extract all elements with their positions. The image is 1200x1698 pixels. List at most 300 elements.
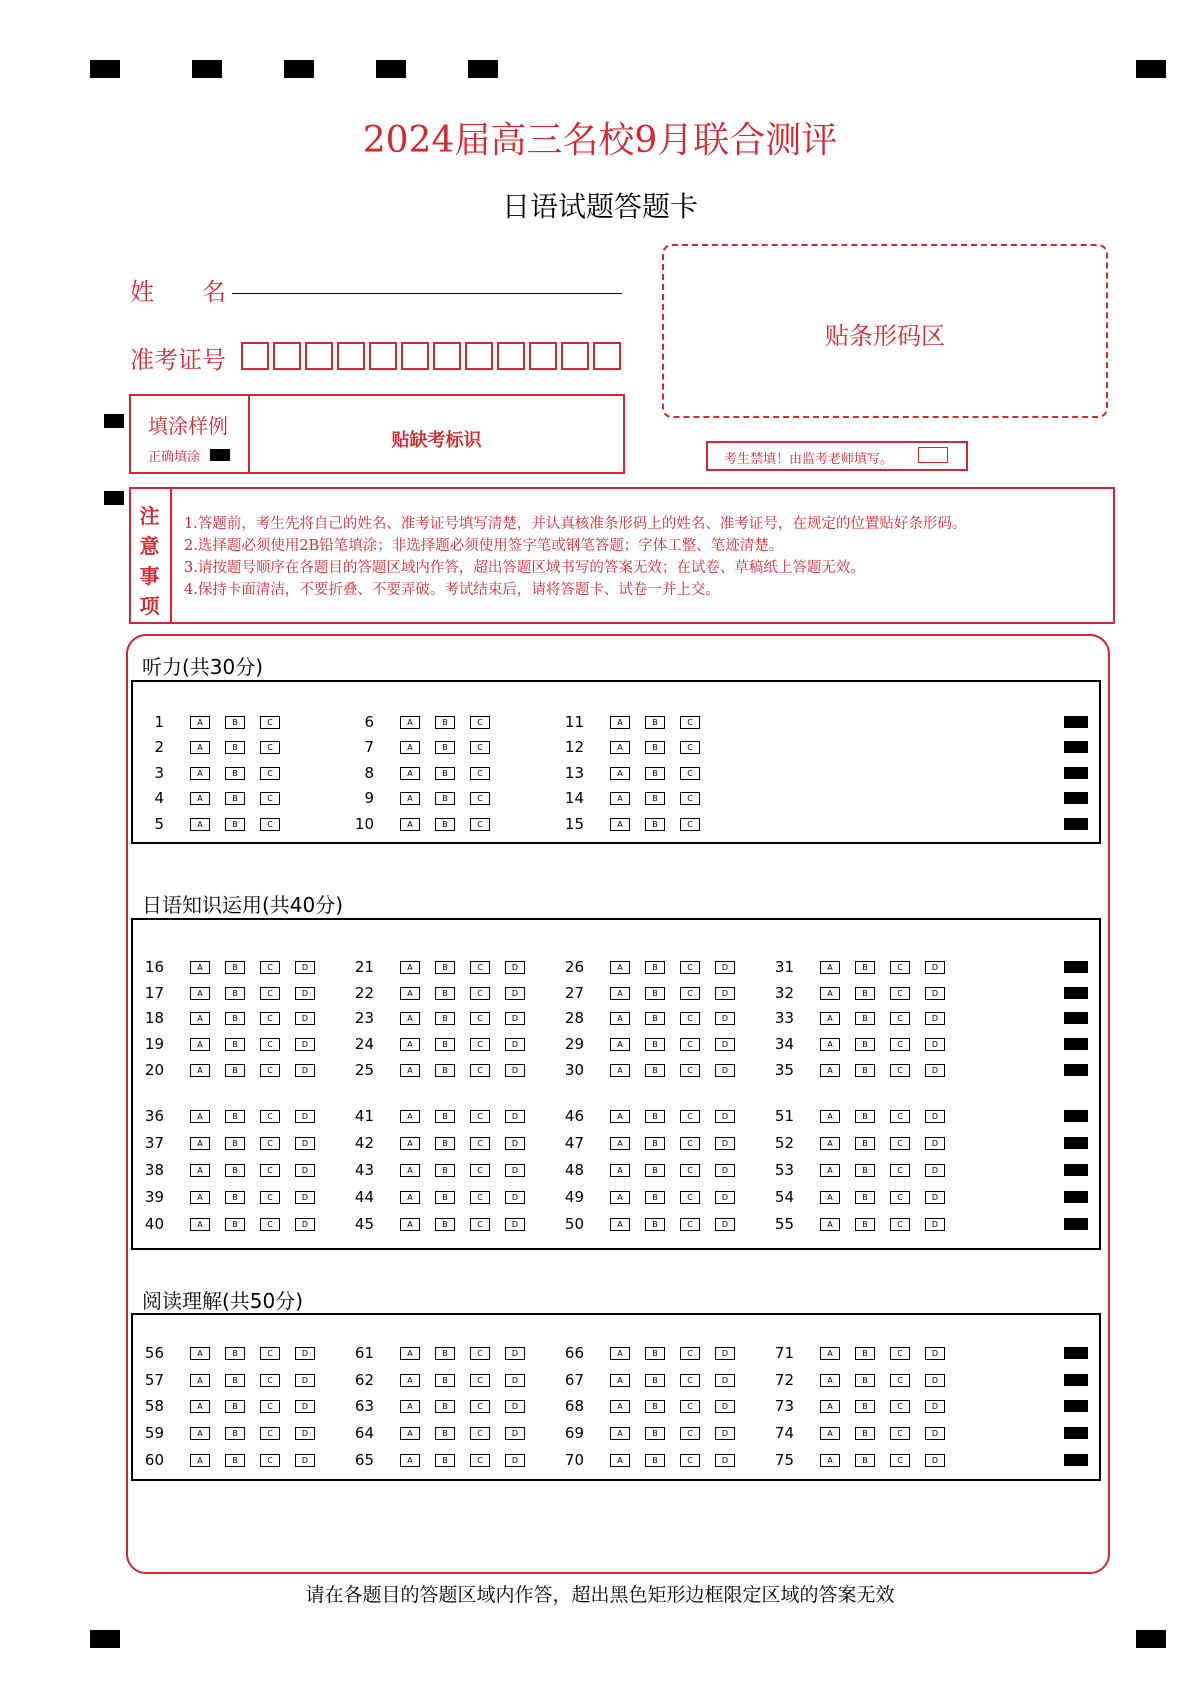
answer-bubble-40-c[interactable]: C <box>260 1218 280 1231</box>
answer-bubble-21-c[interactable]: C <box>470 961 490 974</box>
answer-bubble-14-b[interactable]: B <box>645 792 665 805</box>
answer-bubble-36-b[interactable]: B <box>225 1110 245 1123</box>
answer-bubble-69-c[interactable]: C <box>680 1427 700 1440</box>
answer-bubble-14-c[interactable]: C <box>680 792 700 805</box>
answer-bubble-69-d[interactable]: D <box>715 1427 735 1440</box>
answer-bubble-26-b[interactable]: B <box>645 961 665 974</box>
answer-bubble-48-c[interactable]: C <box>680 1164 700 1177</box>
answer-bubble-38-d[interactable]: D <box>295 1164 315 1177</box>
answer-bubble-64-d[interactable]: D <box>505 1427 525 1440</box>
answer-bubble-33-c[interactable]: C <box>890 1012 910 1025</box>
answer-bubble-25-d[interactable]: D <box>505 1064 525 1077</box>
answer-bubble-10-b[interactable]: B <box>435 818 455 831</box>
answer-bubble-54-b[interactable]: B <box>855 1191 875 1204</box>
answer-bubble-37-c[interactable]: C <box>260 1137 280 1150</box>
id-digit-box[interactable] <box>497 342 525 370</box>
answer-bubble-42-d[interactable]: D <box>505 1137 525 1150</box>
answer-bubble-55-b[interactable]: B <box>855 1218 875 1231</box>
answer-bubble-34-b[interactable]: B <box>855 1038 875 1051</box>
answer-bubble-33-a[interactable]: A <box>820 1012 840 1025</box>
answer-bubble-62-b[interactable]: B <box>435 1374 455 1387</box>
answer-bubble-58-a[interactable]: A <box>190 1400 210 1413</box>
answer-bubble-38-c[interactable]: C <box>260 1164 280 1177</box>
answer-bubble-45-c[interactable]: C <box>470 1218 490 1231</box>
answer-bubble-5-b[interactable]: B <box>225 818 245 831</box>
answer-bubble-27-a[interactable]: A <box>610 987 630 1000</box>
answer-bubble-65-d[interactable]: D <box>505 1454 525 1467</box>
answer-bubble-47-c[interactable]: C <box>680 1137 700 1150</box>
answer-bubble-30-a[interactable]: A <box>610 1064 630 1077</box>
answer-bubble-45-b[interactable]: B <box>435 1218 455 1231</box>
answer-bubble-24-a[interactable]: A <box>400 1038 420 1051</box>
answer-bubble-27-c[interactable]: C <box>680 987 700 1000</box>
answer-bubble-22-c[interactable]: C <box>470 987 490 1000</box>
answer-bubble-40-b[interactable]: B <box>225 1218 245 1231</box>
answer-bubble-19-b[interactable]: B <box>225 1038 245 1051</box>
answer-bubble-25-a[interactable]: A <box>400 1064 420 1077</box>
answer-bubble-72-d[interactable]: D <box>925 1374 945 1387</box>
answer-bubble-16-b[interactable]: B <box>225 961 245 974</box>
answer-bubble-26-a[interactable]: A <box>610 961 630 974</box>
id-digit-box[interactable] <box>337 342 365 370</box>
answer-bubble-35-b[interactable]: B <box>855 1064 875 1077</box>
answer-bubble-39-c[interactable]: C <box>260 1191 280 1204</box>
answer-bubble-18-d[interactable]: D <box>295 1012 315 1025</box>
answer-bubble-48-d[interactable]: D <box>715 1164 735 1177</box>
answer-bubble-63-a[interactable]: A <box>400 1400 420 1413</box>
answer-bubble-35-c[interactable]: C <box>890 1064 910 1077</box>
answer-bubble-57-c[interactable]: C <box>260 1374 280 1387</box>
answer-bubble-51-d[interactable]: D <box>925 1110 945 1123</box>
answer-bubble-1-b[interactable]: B <box>225 716 245 729</box>
answer-bubble-34-d[interactable]: D <box>925 1038 945 1051</box>
answer-bubble-13-b[interactable]: B <box>645 767 665 780</box>
answer-bubble-54-a[interactable]: A <box>820 1191 840 1204</box>
answer-bubble-51-a[interactable]: A <box>820 1110 840 1123</box>
id-digit-box[interactable] <box>305 342 333 370</box>
answer-bubble-72-a[interactable]: A <box>820 1374 840 1387</box>
answer-bubble-52-b[interactable]: B <box>855 1137 875 1150</box>
answer-bubble-34-c[interactable]: C <box>890 1038 910 1051</box>
answer-bubble-35-d[interactable]: D <box>925 1064 945 1077</box>
answer-bubble-7-a[interactable]: A <box>400 741 420 754</box>
answer-bubble-15-b[interactable]: B <box>645 818 665 831</box>
answer-bubble-70-b[interactable]: B <box>645 1454 665 1467</box>
answer-bubble-32-d[interactable]: D <box>925 987 945 1000</box>
answer-bubble-70-c[interactable]: C <box>680 1454 700 1467</box>
answer-bubble-6-c[interactable]: C <box>470 716 490 729</box>
answer-bubble-52-a[interactable]: A <box>820 1137 840 1150</box>
answer-bubble-4-b[interactable]: B <box>225 792 245 805</box>
answer-bubble-53-c[interactable]: C <box>890 1164 910 1177</box>
answer-bubble-21-d[interactable]: D <box>505 961 525 974</box>
answer-bubble-32-a[interactable]: A <box>820 987 840 1000</box>
answer-bubble-27-b[interactable]: B <box>645 987 665 1000</box>
answer-bubble-67-d[interactable]: D <box>715 1374 735 1387</box>
answer-bubble-62-a[interactable]: A <box>400 1374 420 1387</box>
answer-bubble-1-a[interactable]: A <box>190 716 210 729</box>
answer-bubble-30-b[interactable]: B <box>645 1064 665 1077</box>
answer-bubble-6-b[interactable]: B <box>435 716 455 729</box>
answer-bubble-8-b[interactable]: B <box>435 767 455 780</box>
answer-bubble-31-c[interactable]: C <box>890 961 910 974</box>
answer-bubble-55-d[interactable]: D <box>925 1218 945 1231</box>
answer-bubble-2-c[interactable]: C <box>260 741 280 754</box>
proctor-mark-box[interactable] <box>918 447 948 463</box>
answer-bubble-54-d[interactable]: D <box>925 1191 945 1204</box>
answer-bubble-75-c[interactable]: C <box>890 1454 910 1467</box>
answer-bubble-20-b[interactable]: B <box>225 1064 245 1077</box>
answer-bubble-74-d[interactable]: D <box>925 1427 945 1440</box>
answer-bubble-17-d[interactable]: D <box>295 987 315 1000</box>
answer-bubble-17-c[interactable]: C <box>260 987 280 1000</box>
answer-bubble-55-a[interactable]: A <box>820 1218 840 1231</box>
answer-bubble-24-c[interactable]: C <box>470 1038 490 1051</box>
answer-bubble-51-b[interactable]: B <box>855 1110 875 1123</box>
answer-bubble-72-c[interactable]: C <box>890 1374 910 1387</box>
answer-bubble-48-b[interactable]: B <box>645 1164 665 1177</box>
answer-bubble-15-c[interactable]: C <box>680 818 700 831</box>
answer-bubble-37-d[interactable]: D <box>295 1137 315 1150</box>
answer-bubble-44-a[interactable]: A <box>400 1191 420 1204</box>
answer-bubble-73-d[interactable]: D <box>925 1400 945 1413</box>
answer-bubble-22-a[interactable]: A <box>400 987 420 1000</box>
answer-bubble-43-b[interactable]: B <box>435 1164 455 1177</box>
answer-bubble-41-a[interactable]: A <box>400 1110 420 1123</box>
answer-bubble-46-b[interactable]: B <box>645 1110 665 1123</box>
answer-bubble-11-c[interactable]: C <box>680 716 700 729</box>
answer-bubble-5-a[interactable]: A <box>190 818 210 831</box>
answer-bubble-73-b[interactable]: B <box>855 1400 875 1413</box>
answer-bubble-18-c[interactable]: C <box>260 1012 280 1025</box>
answer-bubble-70-a[interactable]: A <box>610 1454 630 1467</box>
answer-bubble-63-c[interactable]: C <box>470 1400 490 1413</box>
id-digit-box[interactable] <box>465 342 493 370</box>
answer-bubble-55-c[interactable]: C <box>890 1218 910 1231</box>
answer-bubble-29-b[interactable]: B <box>645 1038 665 1051</box>
answer-bubble-29-d[interactable]: D <box>715 1038 735 1051</box>
answer-bubble-67-a[interactable]: A <box>610 1374 630 1387</box>
answer-bubble-30-c[interactable]: C <box>680 1064 700 1077</box>
answer-bubble-68-c[interactable]: C <box>680 1400 700 1413</box>
answer-bubble-17-a[interactable]: A <box>190 987 210 1000</box>
answer-bubble-28-a[interactable]: A <box>610 1012 630 1025</box>
answer-bubble-6-a[interactable]: A <box>400 716 420 729</box>
answer-bubble-38-b[interactable]: B <box>225 1164 245 1177</box>
answer-bubble-64-b[interactable]: B <box>435 1427 455 1440</box>
answer-bubble-74-c[interactable]: C <box>890 1427 910 1440</box>
answer-bubble-39-a[interactable]: A <box>190 1191 210 1204</box>
answer-bubble-73-c[interactable]: C <box>890 1400 910 1413</box>
answer-bubble-7-c[interactable]: C <box>470 741 490 754</box>
answer-bubble-58-c[interactable]: C <box>260 1400 280 1413</box>
answer-bubble-42-c[interactable]: C <box>470 1137 490 1150</box>
id-digit-box[interactable] <box>369 342 397 370</box>
answer-bubble-5-c[interactable]: C <box>260 818 280 831</box>
answer-bubble-34-a[interactable]: A <box>820 1038 840 1051</box>
answer-bubble-21-b[interactable]: B <box>435 961 455 974</box>
answer-bubble-25-b[interactable]: B <box>435 1064 455 1077</box>
answer-bubble-39-b[interactable]: B <box>225 1191 245 1204</box>
answer-bubble-22-d[interactable]: D <box>505 987 525 1000</box>
answer-bubble-64-c[interactable]: C <box>470 1427 490 1440</box>
answer-bubble-71-a[interactable]: A <box>820 1347 840 1360</box>
answer-bubble-65-c[interactable]: C <box>470 1454 490 1467</box>
answer-bubble-50-b[interactable]: B <box>645 1218 665 1231</box>
answer-bubble-4-c[interactable]: C <box>260 792 280 805</box>
answer-bubble-36-c[interactable]: C <box>260 1110 280 1123</box>
answer-bubble-74-b[interactable]: B <box>855 1427 875 1440</box>
answer-bubble-31-a[interactable]: A <box>820 961 840 974</box>
answer-bubble-3-b[interactable]: B <box>225 767 245 780</box>
answer-bubble-23-d[interactable]: D <box>505 1012 525 1025</box>
answer-bubble-47-d[interactable]: D <box>715 1137 735 1150</box>
answer-bubble-49-b[interactable]: B <box>645 1191 665 1204</box>
answer-bubble-42-b[interactable]: B <box>435 1137 455 1150</box>
answer-bubble-32-c[interactable]: C <box>890 987 910 1000</box>
answer-bubble-59-d[interactable]: D <box>295 1427 315 1440</box>
answer-bubble-60-c[interactable]: C <box>260 1454 280 1467</box>
answer-bubble-9-a[interactable]: A <box>400 792 420 805</box>
answer-bubble-20-a[interactable]: A <box>190 1064 210 1077</box>
answer-bubble-50-d[interactable]: D <box>715 1218 735 1231</box>
answer-bubble-57-a[interactable]: A <box>190 1374 210 1387</box>
answer-bubble-22-b[interactable]: B <box>435 987 455 1000</box>
answer-bubble-71-c[interactable]: C <box>890 1347 910 1360</box>
answer-bubble-9-b[interactable]: B <box>435 792 455 805</box>
answer-bubble-28-d[interactable]: D <box>715 1012 735 1025</box>
answer-bubble-57-b[interactable]: B <box>225 1374 245 1387</box>
answer-bubble-56-c[interactable]: C <box>260 1347 280 1360</box>
answer-bubble-28-b[interactable]: B <box>645 1012 665 1025</box>
answer-bubble-46-a[interactable]: A <box>610 1110 630 1123</box>
answer-bubble-44-c[interactable]: C <box>470 1191 490 1204</box>
answer-bubble-63-b[interactable]: B <box>435 1400 455 1413</box>
answer-bubble-23-b[interactable]: B <box>435 1012 455 1025</box>
answer-bubble-74-a[interactable]: A <box>820 1427 840 1440</box>
answer-bubble-50-c[interactable]: C <box>680 1218 700 1231</box>
answer-bubble-13-c[interactable]: C <box>680 767 700 780</box>
answer-bubble-20-d[interactable]: D <box>295 1064 315 1077</box>
answer-bubble-68-b[interactable]: B <box>645 1400 665 1413</box>
answer-bubble-42-a[interactable]: A <box>400 1137 420 1150</box>
answer-bubble-12-b[interactable]: B <box>645 741 665 754</box>
answer-bubble-9-c[interactable]: C <box>470 792 490 805</box>
answer-bubble-38-a[interactable]: A <box>190 1164 210 1177</box>
answer-bubble-48-a[interactable]: A <box>610 1164 630 1177</box>
answer-bubble-61-c[interactable]: C <box>470 1347 490 1360</box>
answer-bubble-36-a[interactable]: A <box>190 1110 210 1123</box>
answer-bubble-67-c[interactable]: C <box>680 1374 700 1387</box>
id-digit-box[interactable] <box>433 342 461 370</box>
answer-bubble-54-c[interactable]: C <box>890 1191 910 1204</box>
id-digit-box[interactable] <box>561 342 589 370</box>
answer-bubble-67-b[interactable]: B <box>645 1374 665 1387</box>
answer-bubble-35-a[interactable]: A <box>820 1064 840 1077</box>
answer-bubble-59-a[interactable]: A <box>190 1427 210 1440</box>
answer-bubble-68-d[interactable]: D <box>715 1400 735 1413</box>
answer-bubble-31-b[interactable]: B <box>855 961 875 974</box>
answer-bubble-72-b[interactable]: B <box>855 1374 875 1387</box>
answer-bubble-8-c[interactable]: C <box>470 767 490 780</box>
answer-bubble-45-a[interactable]: A <box>400 1218 420 1231</box>
answer-bubble-71-b[interactable]: B <box>855 1347 875 1360</box>
answer-bubble-19-a[interactable]: A <box>190 1038 210 1051</box>
answer-bubble-13-a[interactable]: A <box>610 767 630 780</box>
answer-bubble-31-d[interactable]: D <box>925 961 945 974</box>
answer-bubble-60-a[interactable]: A <box>190 1454 210 1467</box>
answer-bubble-43-a[interactable]: A <box>400 1164 420 1177</box>
answer-bubble-18-a[interactable]: A <box>190 1012 210 1025</box>
answer-bubble-58-d[interactable]: D <box>295 1400 315 1413</box>
id-digit-box[interactable] <box>241 342 269 370</box>
answer-bubble-14-a[interactable]: A <box>610 792 630 805</box>
answer-bubble-12-a[interactable]: A <box>610 741 630 754</box>
answer-bubble-2-a[interactable]: A <box>190 741 210 754</box>
answer-bubble-47-b[interactable]: B <box>645 1137 665 1150</box>
answer-bubble-46-c[interactable]: C <box>680 1110 700 1123</box>
answer-bubble-50-a[interactable]: A <box>610 1218 630 1231</box>
answer-bubble-46-d[interactable]: D <box>715 1110 735 1123</box>
answer-bubble-29-a[interactable]: A <box>610 1038 630 1051</box>
answer-bubble-10-c[interactable]: C <box>470 818 490 831</box>
answer-bubble-63-d[interactable]: D <box>505 1400 525 1413</box>
answer-bubble-37-a[interactable]: A <box>190 1137 210 1150</box>
id-digit-box[interactable] <box>273 342 301 370</box>
answer-bubble-33-d[interactable]: D <box>925 1012 945 1025</box>
answer-bubble-61-a[interactable]: A <box>400 1347 420 1360</box>
answer-bubble-69-b[interactable]: B <box>645 1427 665 1440</box>
answer-bubble-60-d[interactable]: D <box>295 1454 315 1467</box>
name-field[interactable] <box>232 293 622 294</box>
answer-bubble-66-a[interactable]: A <box>610 1347 630 1360</box>
answer-bubble-75-a[interactable]: A <box>820 1454 840 1467</box>
answer-bubble-41-c[interactable]: C <box>470 1110 490 1123</box>
answer-bubble-30-d[interactable]: D <box>715 1064 735 1077</box>
answer-bubble-18-b[interactable]: B <box>225 1012 245 1025</box>
answer-bubble-56-a[interactable]: A <box>190 1347 210 1360</box>
id-digit-box[interactable] <box>593 342 621 370</box>
answer-bubble-12-c[interactable]: C <box>680 741 700 754</box>
answer-bubble-53-a[interactable]: A <box>820 1164 840 1177</box>
answer-bubble-36-d[interactable]: D <box>295 1110 315 1123</box>
answer-bubble-43-d[interactable]: D <box>505 1164 525 1177</box>
answer-bubble-41-d[interactable]: D <box>505 1110 525 1123</box>
answer-bubble-47-a[interactable]: A <box>610 1137 630 1150</box>
answer-bubble-40-d[interactable]: D <box>295 1218 315 1231</box>
answer-bubble-73-a[interactable]: A <box>820 1400 840 1413</box>
answer-bubble-56-b[interactable]: B <box>225 1347 245 1360</box>
answer-bubble-11-b[interactable]: B <box>645 716 665 729</box>
answer-bubble-16-c[interactable]: C <box>260 961 280 974</box>
answer-bubble-60-b[interactable]: B <box>225 1454 245 1467</box>
answer-bubble-65-b[interactable]: B <box>435 1454 455 1467</box>
answer-bubble-37-b[interactable]: B <box>225 1137 245 1150</box>
answer-bubble-66-b[interactable]: B <box>645 1347 665 1360</box>
answer-bubble-75-d[interactable]: D <box>925 1454 945 1467</box>
answer-bubble-66-c[interactable]: C <box>680 1347 700 1360</box>
answer-bubble-17-b[interactable]: B <box>225 987 245 1000</box>
answer-bubble-27-d[interactable]: D <box>715 987 735 1000</box>
answer-bubble-32-b[interactable]: B <box>855 987 875 1000</box>
answer-bubble-53-b[interactable]: B <box>855 1164 875 1177</box>
answer-bubble-10-a[interactable]: A <box>400 818 420 831</box>
answer-bubble-19-d[interactable]: D <box>295 1038 315 1051</box>
answer-bubble-23-c[interactable]: C <box>470 1012 490 1025</box>
answer-bubble-24-d[interactable]: D <box>505 1038 525 1051</box>
answer-bubble-41-b[interactable]: B <box>435 1110 455 1123</box>
answer-bubble-23-a[interactable]: A <box>400 1012 420 1025</box>
answer-bubble-26-c[interactable]: C <box>680 961 700 974</box>
answer-bubble-4-a[interactable]: A <box>190 792 210 805</box>
answer-bubble-24-b[interactable]: B <box>435 1038 455 1051</box>
answer-bubble-3-c[interactable]: C <box>260 767 280 780</box>
answer-bubble-65-a[interactable]: A <box>400 1454 420 1467</box>
answer-bubble-59-b[interactable]: B <box>225 1427 245 1440</box>
answer-bubble-11-a[interactable]: A <box>610 716 630 729</box>
answer-bubble-8-a[interactable]: A <box>400 767 420 780</box>
answer-bubble-3-a[interactable]: A <box>190 767 210 780</box>
answer-bubble-44-d[interactable]: D <box>505 1191 525 1204</box>
answer-bubble-1-c[interactable]: C <box>260 716 280 729</box>
answer-bubble-66-d[interactable]: D <box>715 1347 735 1360</box>
answer-bubble-7-b[interactable]: B <box>435 741 455 754</box>
answer-bubble-40-a[interactable]: A <box>190 1218 210 1231</box>
id-digit-box[interactable] <box>401 342 429 370</box>
answer-bubble-70-d[interactable]: D <box>715 1454 735 1467</box>
answer-bubble-45-d[interactable]: D <box>505 1218 525 1231</box>
answer-bubble-49-a[interactable]: A <box>610 1191 630 1204</box>
answer-bubble-69-a[interactable]: A <box>610 1427 630 1440</box>
answer-bubble-43-c[interactable]: C <box>470 1164 490 1177</box>
answer-bubble-52-d[interactable]: D <box>925 1137 945 1150</box>
answer-bubble-58-b[interactable]: B <box>225 1400 245 1413</box>
answer-bubble-39-d[interactable]: D <box>295 1191 315 1204</box>
answer-bubble-62-c[interactable]: C <box>470 1374 490 1387</box>
question-number: 42 <box>354 1134 374 1152</box>
answer-bubble-29-c[interactable]: C <box>680 1038 700 1051</box>
answer-bubble-52-c[interactable]: C <box>890 1137 910 1150</box>
id-digit-box[interactable] <box>529 342 557 370</box>
answer-bubble-19-c[interactable]: C <box>260 1038 280 1051</box>
answer-bubble-20-c[interactable]: C <box>260 1064 280 1077</box>
answer-bubble-59-c[interactable]: C <box>260 1427 280 1440</box>
answer-bubble-16-d[interactable]: D <box>295 961 315 974</box>
answer-bubble-62-d[interactable]: D <box>505 1374 525 1387</box>
answer-bubble-44-b[interactable]: B <box>435 1191 455 1204</box>
answer-bubble-28-c[interactable]: C <box>680 1012 700 1025</box>
answer-bubble-64-a[interactable]: A <box>400 1427 420 1440</box>
answer-bubble-26-d[interactable]: D <box>715 961 735 974</box>
answer-bubble-49-d[interactable]: D <box>715 1191 735 1204</box>
answer-bubble-15-a[interactable]: A <box>610 818 630 831</box>
answer-bubble-57-d[interactable]: D <box>295 1374 315 1387</box>
answer-bubble-61-b[interactable]: B <box>435 1347 455 1360</box>
answer-bubble-68-a[interactable]: A <box>610 1400 630 1413</box>
answer-bubble-56-d[interactable]: D <box>295 1347 315 1360</box>
answer-bubble-53-d[interactable]: D <box>925 1164 945 1177</box>
answer-bubble-49-c[interactable]: C <box>680 1191 700 1204</box>
answer-bubble-61-d[interactable]: D <box>505 1347 525 1360</box>
answer-bubble-21-a[interactable]: A <box>400 961 420 974</box>
answer-bubble-51-c[interactable]: C <box>890 1110 910 1123</box>
answer-bubble-25-c[interactable]: C <box>470 1064 490 1077</box>
answer-bubble-16-a[interactable]: A <box>190 961 210 974</box>
answer-bubble-75-b[interactable]: B <box>855 1454 875 1467</box>
answer-bubble-71-d[interactable]: D <box>925 1347 945 1360</box>
answer-bubble-2-b[interactable]: B <box>225 741 245 754</box>
answer-bubble-33-b[interactable]: B <box>855 1012 875 1025</box>
